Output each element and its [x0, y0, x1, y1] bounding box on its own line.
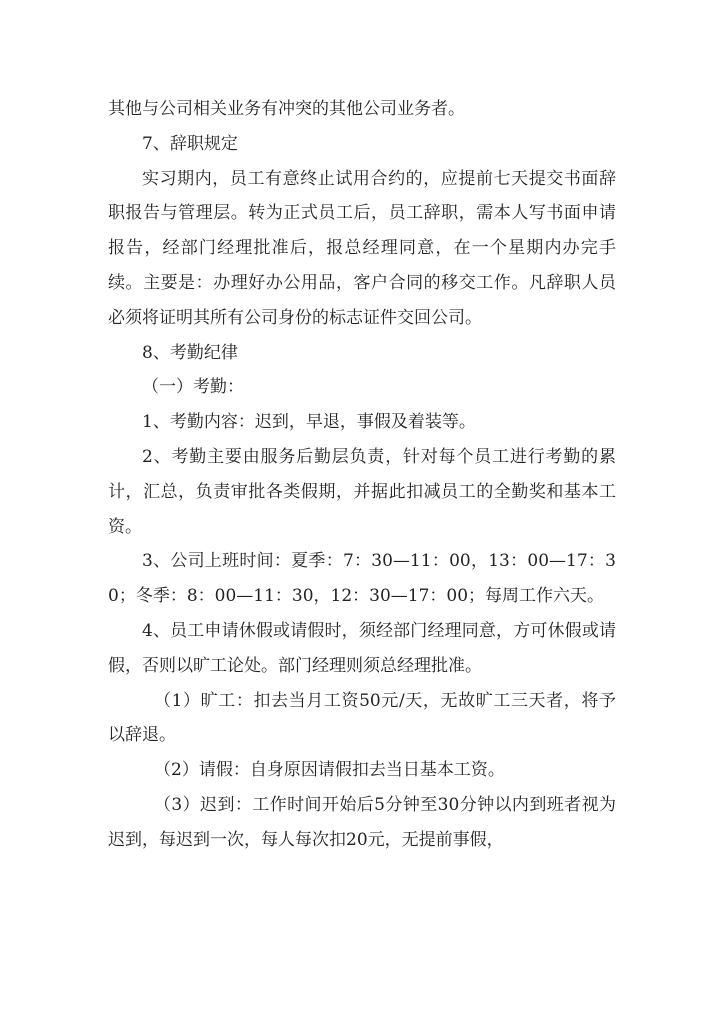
paragraph-personal-leave: （2）请假：自身原因请假扣去当日基本工资。	[154, 760, 505, 781]
paragraph-absenteeism: （1）旷工：扣去当月工资50元/天，无故旷工三天者，将予以辞退。	[108, 690, 616, 746]
paragraph-lateness: （3）迟到：工作时间开始后5分钟至30分钟以内到班者视为迟到，每迟到一次，每人每次扣20元，无提前事假，	[108, 794, 616, 850]
document-body	[108, 92, 616, 858]
paragraph-resignation-rules: 实习期内，员工有意终止试用合约的，应提前七天提交书面辞职报告与管理层。转为正式员工后，员工辞职，需本人写书面申请报告，经部门经理批准后，报总经理同意，在一个星期内办完手续。主要是：办理好办公用品，客户合同的移交工作。凡辞职人员必须将证明其所有公司身份的标志证件交回公司。	[108, 168, 616, 328]
paragraph-attendance-content: 1、考勤内容：迟到，早退，事假及着装等。	[142, 412, 476, 433]
paragraph-leave-request: 4、员工申请休假或请假时，须经部门经理同意，方可休假或请假，否则以旷工论处。部门经理则须总经理批准。	[108, 620, 616, 676]
section-heading-attendance: 8、考勤纪律	[142, 342, 238, 363]
paragraph-attendance-responsibility: 2、考勤主要由服务后勤层负责，针对每个员工进行考勤的累计，汇总，负责审批各类假期，并据此扣减员工的全勤奖和基本工资。	[108, 446, 616, 537]
subsection-heading-attendance: （一）考勤：	[142, 377, 244, 398]
paragraph-working-hours: 3、公司上班时间：夏季：7：30—11：00，13：00—17：30；冬季：8：00—11：30，12：30—17：00；每周工作六天。	[108, 551, 616, 607]
paragraph-continuation: 其他与公司相关业务有冲突的其他公司业务者。	[108, 99, 465, 119]
section-heading-resignation: 7、辞职规定	[142, 133, 238, 154]
